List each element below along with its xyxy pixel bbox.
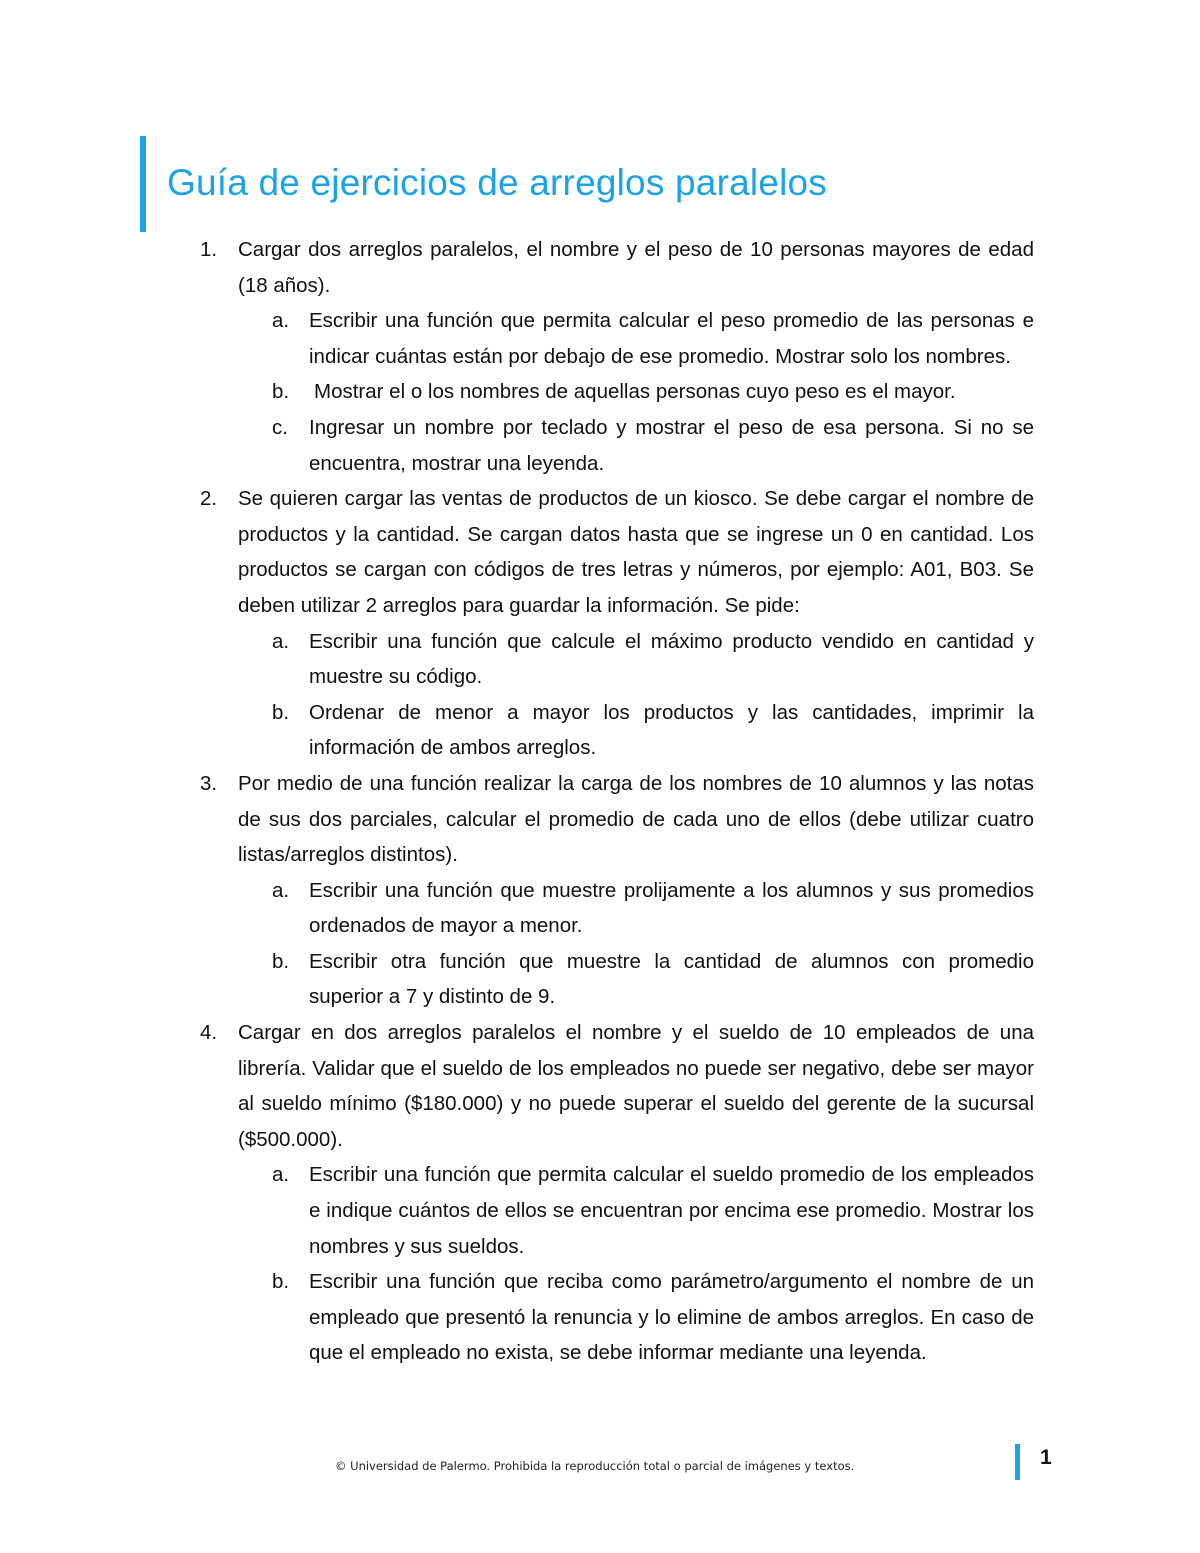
exercise-4: [0, 1015, 1200, 1157]
subitem-letter: b.: [272, 380, 290, 404]
exercise-text: Cargar dos arreglos paralelos, el nombre y el peso de 10 personas mayores de edad (18 años).: [238, 238, 1034, 297]
exercise-3: [0, 766, 1200, 873]
exercise-2-subitem-b: [0, 695, 1200, 766]
subitem-letter: a.: [272, 629, 290, 653]
subitem-text: Escribir una función que muestre prolijamente a los alumnos y sus promedios ordenados de mayor a menor.: [309, 878, 1034, 938]
exercise-text: Por medio de una función realizar la carga de los nombres de 10 alumnos y las notas de sus dos parciales, calcular el promedio de cada uno de ellos (debe utilizar cuatro listas/arreglos distintos).: [238, 771, 1034, 867]
subitem-letter: b.: [272, 700, 290, 724]
subitem-text: Ingresar un nombre por teclado y mostrar el peso de esa persona. Si no se encuentra, mostrar una leyenda.: [309, 415, 1034, 475]
exercise-text: Se quieren cargar las ventas de productos de un kiosco. Se debe cargar el nombre de productos y la cantidad. Se cargan datos hasta que se ingrese un 0 en cantidad. Los productos se cargan con códigos de tres letras y números, por ejemplo: A01, B03. Se deben utilizar 2 arreglos para guardar la información. Se pide:: [238, 487, 1034, 617]
subitem-text: Mostrar el o los nombres de aquellas personas cuyo peso es el mayor.: [314, 380, 956, 404]
exercise-list: [0, 232, 1200, 1371]
subitem-text: Escribir otra función que muestre la cantidad de alumnos con promedio superior a 7 y distinto de 9.: [309, 949, 1034, 1009]
exercise-number: 1.: [200, 238, 218, 261]
exercise-number: 3.: [200, 771, 218, 795]
page-number: 1: [1040, 1446, 1052, 1469]
exercise-text: Cargar en dos arreglos paralelos el nombre y el sueldo de 10 empleados de una librería. Validar que el sueldo de los empleados no puede ser negativo, debe ser mayor al sueldo mínimo ($180.000) y no puede superar el sueldo del gerente de la sucursal ($500.000).: [238, 1021, 1034, 1151]
subitem-text: Escribir una función que reciba como parámetro/argumento el nombre de un empleado que presentó la renuncia y lo elimine de ambos arreglos. En caso de que el empleado no exista, se debe informar mediante una leyenda.: [309, 1270, 1034, 1365]
exercise-2: [0, 481, 1200, 623]
subitem-text: Ordenar de menor a mayor los productos y las cantidades, imprimir la información de ambos arreglos.: [309, 700, 1034, 760]
exercise-4-subitem-b: [0, 1264, 1200, 1371]
subitem-text: Escribir una función que permita calcular el sueldo promedio de los empleados e indique cuántos de ellos se encuentran por encima ese promedio. Mostrar los nombres y sus sueldos.: [309, 1163, 1034, 1258]
subitem-letter: b.: [272, 949, 290, 973]
exercise-4-subitem-a: [0, 1157, 1200, 1264]
subitem-letter: a.: [272, 1163, 290, 1187]
footer-copyright: © Universidad de Palermo. Prohibida la reproducción total o parcial de imágenes y textos.: [335, 1459, 855, 1473]
exercise-1-subitem-b: [0, 374, 1200, 410]
footer-accent-bar: [1015, 1444, 1020, 1480]
exercise-1-subitem-a: [0, 303, 1200, 374]
subitem-letter: a.: [272, 309, 290, 333]
exercise-2-subitem-a: [0, 624, 1200, 695]
title-accent-bar: [140, 136, 146, 232]
page-title: Guía de ejercicios de arreglos paralelos: [167, 162, 827, 203]
exercise-1-subitem-c: [0, 410, 1200, 481]
subitem-letter: b.: [272, 1270, 290, 1294]
subitem-text: Escribir una función que calcule el máximo producto vendido en cantidad y muestre su código.: [309, 629, 1034, 689]
subitem-letter: c.: [272, 415, 288, 439]
exercise-number: 4.: [200, 1021, 218, 1045]
exercise-1: [0, 232, 1200, 303]
exercise-number: 2.: [200, 487, 218, 511]
exercise-3-subitem-b: [0, 944, 1200, 1015]
subitem-letter: a.: [272, 878, 290, 902]
exercise-3-subitem-a: [0, 873, 1200, 944]
subitem-text: Escribir una función que permita calcular el peso promedio de las personas e indicar cuántas están por debajo de ese promedio. Mostrar solo los nombres.: [309, 309, 1034, 368]
